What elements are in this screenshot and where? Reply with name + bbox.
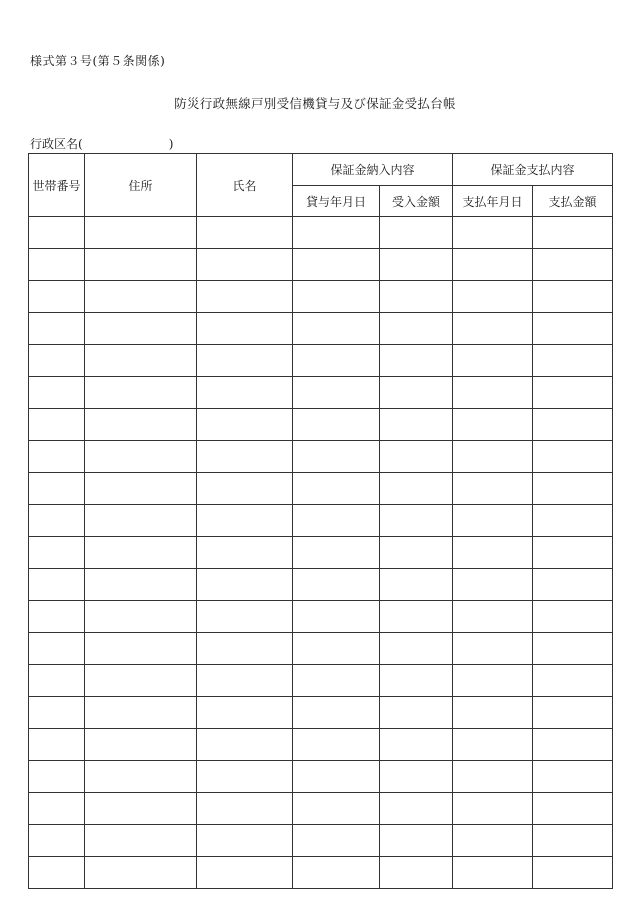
cell-household-number[interactable] bbox=[29, 697, 85, 729]
header-payment-date: 支払年月日 bbox=[453, 186, 533, 217]
cell-payment-date[interactable] bbox=[453, 505, 533, 537]
cell-address[interactable] bbox=[85, 537, 197, 569]
header-deposit-payment-group: 保証金納入内容 bbox=[293, 154, 453, 186]
district-name-line bbox=[30, 135, 173, 152]
cell-address[interactable] bbox=[85, 473, 197, 505]
cell-name[interactable] bbox=[197, 569, 293, 601]
cell-lend-date[interactable] bbox=[293, 345, 380, 377]
table-row bbox=[29, 697, 613, 729]
header-household-number: 世帯番号 bbox=[29, 154, 85, 217]
cell-name[interactable] bbox=[197, 601, 293, 633]
cell-payment-amount[interactable] bbox=[533, 793, 613, 825]
table-row bbox=[29, 761, 613, 793]
cell-name[interactable] bbox=[197, 217, 293, 249]
cell-payment-date[interactable] bbox=[453, 761, 533, 793]
cell-received-amount[interactable] bbox=[380, 313, 453, 345]
cell-address[interactable] bbox=[85, 793, 197, 825]
cell-payment-amount[interactable] bbox=[533, 761, 613, 793]
cell-lend-date[interactable] bbox=[293, 217, 380, 249]
table-row bbox=[29, 569, 613, 601]
cell-payment-amount[interactable] bbox=[533, 217, 613, 249]
cell-received-amount[interactable] bbox=[380, 345, 453, 377]
cell-lend-date[interactable] bbox=[293, 729, 380, 761]
cell-household-number[interactable] bbox=[29, 633, 85, 665]
cell-name[interactable] bbox=[197, 505, 293, 537]
cell-name[interactable] bbox=[197, 857, 293, 889]
document-title: 防災行政無線戸別受信機貸与及び保証金受払台帳 bbox=[174, 96, 456, 111]
cell-payment-amount[interactable] bbox=[533, 665, 613, 697]
cell-address[interactable] bbox=[85, 217, 197, 249]
cell-payment-date[interactable] bbox=[453, 729, 533, 761]
cell-payment-date[interactable] bbox=[453, 793, 533, 825]
cell-lend-date[interactable] bbox=[293, 473, 380, 505]
cell-household-number[interactable] bbox=[29, 313, 85, 345]
cell-address[interactable] bbox=[85, 633, 197, 665]
cell-received-amount[interactable] bbox=[380, 665, 453, 697]
cell-received-amount[interactable] bbox=[380, 857, 453, 889]
cell-household-number[interactable] bbox=[29, 377, 85, 409]
cell-lend-date[interactable] bbox=[293, 633, 380, 665]
cell-lend-date[interactable] bbox=[293, 249, 380, 281]
cell-lend-date[interactable] bbox=[293, 857, 380, 889]
cell-received-amount[interactable] bbox=[380, 249, 453, 281]
cell-lend-date[interactable] bbox=[293, 281, 380, 313]
cell-received-amount[interactable] bbox=[380, 633, 453, 665]
cell-address[interactable] bbox=[85, 377, 197, 409]
cell-address[interactable] bbox=[85, 601, 197, 633]
cell-payment-date[interactable] bbox=[453, 697, 533, 729]
cell-payment-date[interactable] bbox=[453, 409, 533, 441]
cell-address[interactable] bbox=[85, 313, 197, 345]
table-row bbox=[29, 409, 613, 441]
cell-payment-amount[interactable] bbox=[533, 409, 613, 441]
cell-address[interactable] bbox=[85, 761, 197, 793]
header-payment-amount: 支払金額 bbox=[533, 186, 613, 217]
cell-address[interactable] bbox=[85, 857, 197, 889]
table-row bbox=[29, 857, 613, 889]
cell-payment-date[interactable] bbox=[453, 857, 533, 889]
header-deposit-refund-group: 保証金支払内容 bbox=[453, 154, 613, 186]
cell-payment-date[interactable] bbox=[453, 441, 533, 473]
cell-household-number[interactable] bbox=[29, 473, 85, 505]
cell-name[interactable] bbox=[197, 665, 293, 697]
cell-payment-date[interactable] bbox=[453, 633, 533, 665]
cell-payment-date[interactable] bbox=[453, 665, 533, 697]
cell-received-amount[interactable] bbox=[380, 505, 453, 537]
table-row bbox=[29, 313, 613, 345]
cell-address[interactable] bbox=[85, 409, 197, 441]
cell-payment-amount[interactable] bbox=[533, 825, 613, 857]
cell-received-amount[interactable] bbox=[380, 601, 453, 633]
district-close-paren: ) bbox=[168, 137, 174, 151]
cell-household-number[interactable] bbox=[29, 569, 85, 601]
cell-received-amount[interactable] bbox=[380, 377, 453, 409]
cell-household-number[interactable] bbox=[29, 537, 85, 569]
cell-address[interactable] bbox=[85, 441, 197, 473]
header-received-amount: 受入金額 bbox=[380, 186, 453, 217]
cell-payment-amount[interactable] bbox=[533, 249, 613, 281]
cell-lend-date[interactable] bbox=[293, 761, 380, 793]
cell-household-number[interactable] bbox=[29, 281, 85, 313]
cell-received-amount[interactable] bbox=[380, 761, 453, 793]
cell-name[interactable] bbox=[197, 409, 293, 441]
cell-household-number[interactable] bbox=[29, 409, 85, 441]
cell-household-number[interactable] bbox=[29, 761, 85, 793]
cell-received-amount[interactable] bbox=[380, 281, 453, 313]
table-row bbox=[29, 249, 613, 281]
header-name: 氏名 bbox=[197, 154, 293, 217]
cell-payment-date[interactable] bbox=[453, 249, 533, 281]
cell-payment-amount[interactable] bbox=[533, 377, 613, 409]
cell-household-number[interactable] bbox=[29, 729, 85, 761]
district-open-paren: ( bbox=[78, 137, 83, 151]
cell-name[interactable] bbox=[197, 537, 293, 569]
table-row bbox=[29, 601, 613, 633]
cell-household-number[interactable] bbox=[29, 857, 85, 889]
cell-lend-date[interactable] bbox=[293, 825, 380, 857]
cell-payment-amount[interactable] bbox=[533, 729, 613, 761]
cell-received-amount[interactable] bbox=[380, 537, 453, 569]
cell-payment-amount[interactable] bbox=[533, 697, 613, 729]
table-row bbox=[29, 473, 613, 505]
cell-payment-amount[interactable] bbox=[533, 345, 613, 377]
cell-address[interactable] bbox=[85, 665, 197, 697]
cell-name[interactable] bbox=[197, 441, 293, 473]
cell-name[interactable] bbox=[197, 761, 293, 793]
cell-name[interactable] bbox=[197, 697, 293, 729]
cell-household-number[interactable] bbox=[29, 441, 85, 473]
cell-payment-date[interactable] bbox=[453, 217, 533, 249]
cell-address[interactable] bbox=[85, 825, 197, 857]
cell-payment-amount[interactable] bbox=[533, 601, 613, 633]
cell-address[interactable] bbox=[85, 505, 197, 537]
table-row bbox=[29, 377, 613, 409]
cell-name[interactable] bbox=[197, 633, 293, 665]
ledger-table bbox=[28, 153, 613, 889]
cell-lend-date[interactable] bbox=[293, 793, 380, 825]
cell-lend-date[interactable] bbox=[293, 601, 380, 633]
cell-household-number[interactable] bbox=[29, 793, 85, 825]
cell-payment-amount[interactable] bbox=[533, 441, 613, 473]
cell-payment-amount[interactable] bbox=[533, 473, 613, 505]
table-row bbox=[29, 633, 613, 665]
table-row bbox=[29, 505, 613, 537]
cell-name[interactable] bbox=[197, 825, 293, 857]
cell-address[interactable] bbox=[85, 569, 197, 601]
cell-household-number[interactable] bbox=[29, 505, 85, 537]
cell-address[interactable] bbox=[85, 249, 197, 281]
cell-household-number[interactable] bbox=[29, 345, 85, 377]
table-row bbox=[29, 665, 613, 697]
table-row bbox=[29, 825, 613, 857]
table-row bbox=[29, 345, 613, 377]
table-row bbox=[29, 281, 613, 313]
cell-payment-date[interactable] bbox=[453, 537, 533, 569]
cell-payment-amount[interactable] bbox=[533, 537, 613, 569]
cell-received-amount[interactable] bbox=[380, 825, 453, 857]
cell-payment-date[interactable] bbox=[453, 473, 533, 505]
cell-received-amount[interactable] bbox=[380, 217, 453, 249]
cell-name[interactable] bbox=[197, 313, 293, 345]
cell-name[interactable] bbox=[197, 793, 293, 825]
cell-address[interactable] bbox=[85, 697, 197, 729]
cell-payment-amount[interactable] bbox=[533, 857, 613, 889]
cell-received-amount[interactable] bbox=[380, 569, 453, 601]
cell-name[interactable] bbox=[197, 377, 293, 409]
header-address: 住所 bbox=[85, 154, 197, 217]
cell-household-number[interactable] bbox=[29, 217, 85, 249]
cell-payment-date[interactable] bbox=[453, 281, 533, 313]
cell-address[interactable] bbox=[85, 281, 197, 313]
cell-lend-date[interactable] bbox=[293, 377, 380, 409]
cell-name[interactable] bbox=[197, 473, 293, 505]
cell-received-amount[interactable] bbox=[380, 793, 453, 825]
cell-lend-date[interactable] bbox=[293, 313, 380, 345]
cell-address[interactable] bbox=[85, 345, 197, 377]
cell-household-number[interactable] bbox=[29, 825, 85, 857]
cell-payment-date[interactable] bbox=[453, 345, 533, 377]
cell-address[interactable] bbox=[85, 729, 197, 761]
cell-payment-amount[interactable] bbox=[533, 313, 613, 345]
cell-lend-date[interactable] bbox=[293, 665, 380, 697]
cell-lend-date[interactable] bbox=[293, 441, 380, 473]
cell-lend-date[interactable] bbox=[293, 505, 380, 537]
cell-payment-date[interactable] bbox=[453, 601, 533, 633]
table-row bbox=[29, 217, 613, 249]
cell-lend-date[interactable] bbox=[293, 409, 380, 441]
cell-payment-amount[interactable] bbox=[533, 633, 613, 665]
cell-payment-date[interactable] bbox=[453, 569, 533, 601]
ledger-body bbox=[29, 217, 613, 889]
cell-payment-amount[interactable] bbox=[533, 569, 613, 601]
cell-received-amount[interactable] bbox=[380, 473, 453, 505]
table-row bbox=[29, 793, 613, 825]
cell-payment-date[interactable] bbox=[453, 825, 533, 857]
cell-household-number[interactable] bbox=[29, 601, 85, 633]
table-row bbox=[29, 729, 613, 761]
cell-name[interactable] bbox=[197, 345, 293, 377]
cell-payment-date[interactable] bbox=[453, 377, 533, 409]
cell-name[interactable] bbox=[197, 729, 293, 761]
header-lend-date: 貸与年月日 bbox=[293, 186, 380, 217]
cell-received-amount[interactable] bbox=[380, 441, 453, 473]
cell-name[interactable] bbox=[197, 281, 293, 313]
cell-lend-date[interactable] bbox=[293, 569, 380, 601]
cell-payment-date[interactable] bbox=[453, 313, 533, 345]
district-label: 行政区名 bbox=[30, 137, 79, 151]
cell-received-amount[interactable] bbox=[380, 697, 453, 729]
cell-lend-date[interactable] bbox=[293, 537, 380, 569]
cell-lend-date[interactable] bbox=[293, 697, 380, 729]
cell-payment-amount[interactable] bbox=[533, 505, 613, 537]
form-number: 様式第３号(第５条関係) bbox=[30, 54, 166, 68]
table-row bbox=[29, 441, 613, 473]
table-row bbox=[29, 537, 613, 569]
cell-received-amount[interactable] bbox=[380, 729, 453, 761]
cell-payment-amount[interactable] bbox=[533, 281, 613, 313]
cell-household-number[interactable] bbox=[29, 249, 85, 281]
cell-household-number[interactable] bbox=[29, 665, 85, 697]
cell-name[interactable] bbox=[197, 249, 293, 281]
cell-received-amount[interactable] bbox=[380, 409, 453, 441]
